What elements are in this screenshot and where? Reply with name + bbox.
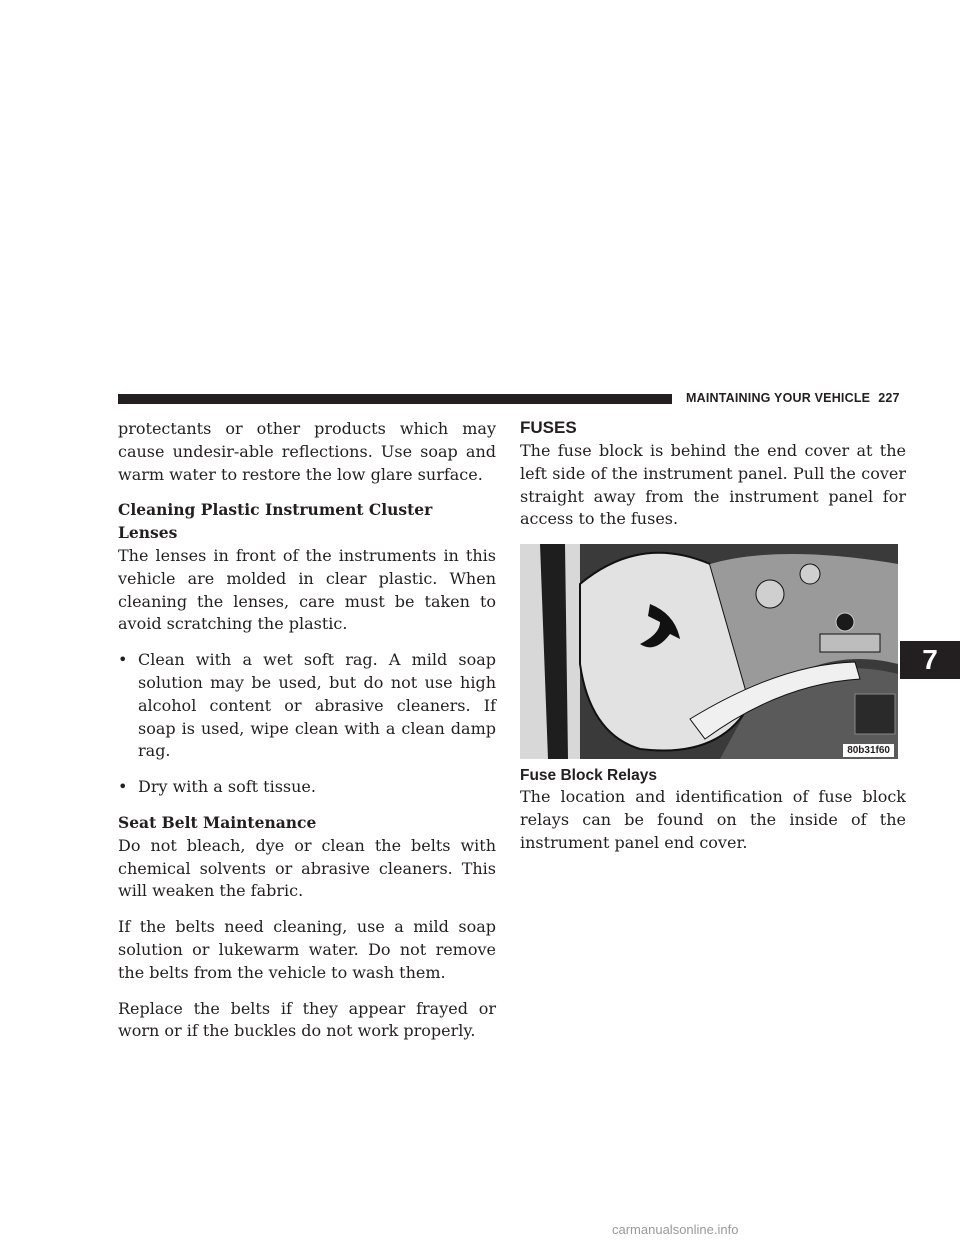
- page-number: 227: [878, 391, 900, 405]
- bullet-icon: •: [118, 650, 128, 670]
- list-item: • Clean with a wet soft rag. A mild soap solution may be used, but do not use high alcohol content or abrasive cleaners. If soap is used, wipe clean with a clean damp rag.: [118, 650, 496, 761]
- fuse-block-illustration: [520, 544, 898, 759]
- left-column: [118, 418, 496, 1056]
- subheading-seat-belt: Seat Belt Maintenance: [118, 812, 317, 832]
- section-heading-fuses: FUSES: [520, 418, 577, 437]
- subheading-lens-cleaning: Cleaning Plastic Instrument Cluster Lenses: [118, 500, 433, 543]
- section-title: MAINTAINING YOUR VEHICLE: [686, 391, 871, 405]
- right-column: [520, 418, 906, 868]
- header-rule: [118, 394, 672, 404]
- paragraph: protectants or other products which may cause undesir-able reflections. Use soap and warm water to restore the low glare surface.: [118, 419, 496, 484]
- figure-code: 80b31f60: [843, 744, 894, 757]
- watermark: carmanualsonline.info: [612, 1222, 739, 1237]
- bullet-icon: •: [118, 777, 128, 797]
- paragraph: The lenses in front of the instruments in this vehicle are molded in clear plastic. When cleaning the lenses, care must be taken to avoid scratching the plastic.: [118, 545, 496, 634]
- paragraph: Replace the belts if they appear frayed or worn or if the buckles do not work properly.: [118, 998, 496, 1041]
- list-item: • Dry with a soft tissue.: [118, 776, 496, 799]
- dashboard-drawing: [520, 544, 898, 759]
- paragraph: Do not bleach, dye or clean the belts with chemical solvents or abrasive cleaners. This will weaken the fabric.: [118, 835, 496, 901]
- paragraph: If the belts need cleaning, use a mild soap solution or lukewarm water. Do not remove the belts from the vehicle to wash them.: [118, 917, 496, 982]
- paragraph: The fuse block is behind the end cover at the left side of the instrument panel. Pull the cover straight away from the instrument panel for access to the fuses.: [520, 441, 906, 529]
- running-header: [686, 391, 906, 405]
- bullet-list: [118, 649, 496, 799]
- chapter-tab: 7: [900, 641, 960, 679]
- paragraph: The location and identification of fuse block relays can be found on the inside of the instrument panel end cover.: [520, 787, 906, 852]
- subheading-fuse-relays: Fuse Block Relays: [520, 767, 657, 785]
